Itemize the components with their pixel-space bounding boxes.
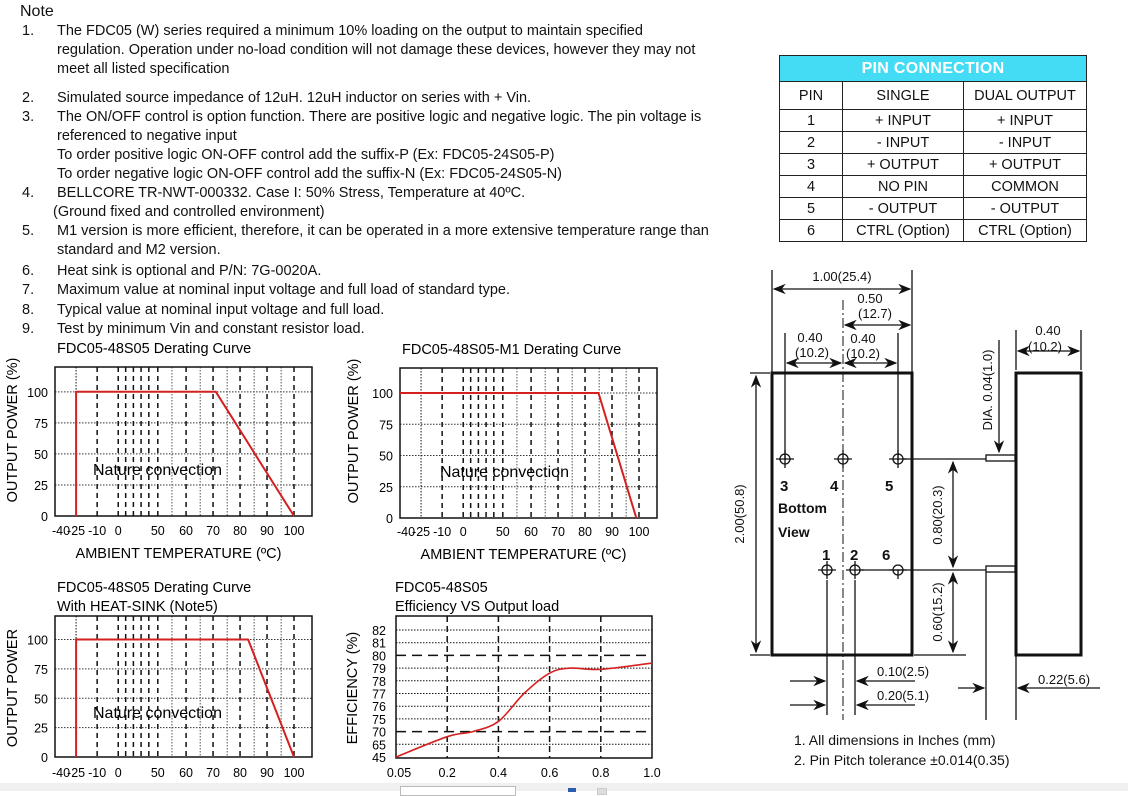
x-axis-label: AMBIENT TEMPERATURE (ºC) bbox=[420, 547, 627, 563]
y-axis-label: EFFICIENCY (%) bbox=[345, 631, 361, 745]
pin-row bbox=[780, 110, 1087, 132]
dim-width-label: 1.00(25.4) bbox=[812, 269, 872, 284]
x-tick-label: 0.4 bbox=[489, 766, 508, 780]
pin-number: 1 bbox=[780, 110, 843, 132]
chart-title: FDC05-48S05 Derating Curve bbox=[57, 580, 252, 596]
x-tick-label: 50 bbox=[495, 525, 510, 539]
dual-function: COMMON bbox=[964, 176, 1087, 198]
note-line: (Ground fixed and controlled environment) bbox=[53, 204, 325, 220]
dual-function: + OUTPUT bbox=[964, 154, 1087, 176]
note-number: 7. bbox=[22, 282, 35, 298]
x-tick-label: 0 bbox=[114, 766, 122, 780]
y-axis-label: OUTPUT POWER (%) bbox=[346, 358, 362, 504]
y-tick-label: 45 bbox=[372, 751, 386, 765]
toolbar-checkbox[interactable] bbox=[597, 788, 607, 795]
note-line: To order negative logic ON-OFF control add the suffix-N (Ex: FDC05-24S05-N) bbox=[57, 166, 563, 182]
x-tick-label: -25 bbox=[67, 766, 86, 780]
y-tick-label: 100 bbox=[27, 633, 48, 648]
y-tick-label: 75 bbox=[372, 712, 386, 727]
y-tick-label: 0 bbox=[41, 751, 48, 765]
y-tick-label: 70 bbox=[372, 725, 386, 740]
x-tick-label: 90 bbox=[605, 525, 619, 539]
x-tick-label: 80 bbox=[233, 766, 247, 780]
note-line: regulation. Operation under no-load condition will not damage these devices, however they may not bbox=[57, 42, 696, 58]
x-axis-label: AMBIENT TEMPERATURE (ºC) bbox=[75, 546, 282, 562]
note-number: 6. bbox=[22, 263, 35, 279]
pin-row bbox=[780, 132, 1087, 154]
x-tick-label: -40 bbox=[51, 766, 71, 780]
chart-title: FDC05-48S05 bbox=[395, 580, 488, 596]
note-line: meet all listed specification bbox=[57, 61, 230, 77]
x-tick-label: 90 bbox=[260, 766, 274, 780]
single-col-header: SINGLE bbox=[843, 82, 964, 110]
dim-half-label-a: 0.50 bbox=[857, 291, 883, 306]
note-number: 4. bbox=[22, 185, 35, 201]
single-function: + INPUT bbox=[843, 110, 964, 132]
dim-height-label: 2.00(50.8) bbox=[732, 484, 747, 544]
y-tick-label: 82 bbox=[372, 624, 386, 638]
y-tick-label: 76 bbox=[372, 700, 386, 715]
x-tick-label: 0 bbox=[459, 525, 467, 539]
y-tick-label: 0 bbox=[386, 512, 393, 526]
pin-label-3: 3 bbox=[780, 478, 789, 495]
dim-side-width-label-a: 0.40 bbox=[1035, 323, 1061, 338]
dim-right-label-a: 0.40 bbox=[850, 331, 876, 346]
note-line: BELLCORE TR-NWT-000332. Case I: 50% Stress, Temperature at 40ºC. bbox=[57, 185, 526, 201]
note-line: referenced to negative input bbox=[57, 128, 237, 144]
y-tick-label: 75 bbox=[379, 418, 393, 433]
plot-frame bbox=[396, 616, 652, 758]
note-number: 3. bbox=[22, 109, 35, 125]
dual-function: + INPUT bbox=[964, 110, 1087, 132]
note-line: Test by minimum Vin and constant resistor load. bbox=[57, 321, 365, 337]
note-line: Simulated source impedance of 12uH. 12uH inductor on series with + Vin. bbox=[57, 90, 532, 106]
y-tick-label: 100 bbox=[27, 385, 48, 400]
x-tick-label: 0.2 bbox=[438, 766, 456, 780]
dim-pin-row-label: 0.80(20.3) bbox=[930, 485, 945, 545]
efficiency-curve bbox=[396, 663, 652, 757]
chart-title: FDC05-48S05 Derating Curve bbox=[57, 341, 252, 357]
y-tick-label: 100 bbox=[372, 387, 393, 401]
toolbar-input[interactable] bbox=[400, 786, 516, 796]
note-number: 2. bbox=[22, 90, 35, 106]
x-tick-label: 80 bbox=[233, 524, 247, 538]
single-function: - OUTPUT bbox=[843, 198, 964, 220]
x-tick-label: 60 bbox=[179, 766, 194, 780]
x-tick-label: 0 bbox=[114, 524, 122, 538]
y-tick-label: 77 bbox=[372, 687, 386, 702]
x-tick-label: 100 bbox=[628, 525, 650, 539]
pin-label-5: 5 bbox=[885, 478, 894, 495]
note-line: Typical value at nominal input voltage and full load. bbox=[57, 302, 385, 318]
pin-col-header: PIN bbox=[780, 82, 843, 110]
note-line: Maximum value at nominal input voltage and full load of standard type. bbox=[57, 282, 510, 298]
y-tick-label: 79 bbox=[372, 662, 386, 677]
pin-number: 6 bbox=[780, 220, 843, 242]
chart-subtitle: Efficiency VS Output load bbox=[395, 599, 560, 615]
view-label: View bbox=[778, 524, 810, 540]
pin-table-title: PIN CONNECTION bbox=[780, 56, 1087, 82]
note-number: 8. bbox=[22, 302, 35, 318]
note-number: 5. bbox=[22, 223, 35, 239]
pin-label-4: 4 bbox=[830, 478, 839, 495]
single-function: - INPUT bbox=[843, 132, 964, 154]
x-tick-label: -40 bbox=[396, 525, 416, 539]
pin-number: 2 bbox=[780, 132, 843, 154]
dim-pitch-label-a: 0.10(2.5) bbox=[877, 664, 930, 679]
x-tick-label: 70 bbox=[206, 766, 221, 780]
dual-function: - OUTPUT bbox=[964, 198, 1087, 220]
x-tick-label: 60 bbox=[524, 525, 539, 539]
pin-row bbox=[780, 154, 1087, 176]
dual-col-header: DUAL OUTPUT bbox=[964, 82, 1087, 110]
dim-pin-length-label: 0.22(5.6) bbox=[1038, 672, 1091, 687]
derating-chart-m1 bbox=[346, 342, 657, 563]
pin-number: 3 bbox=[780, 154, 843, 176]
x-tick-label: 1.0 bbox=[643, 766, 661, 780]
pin-number: 4 bbox=[780, 176, 843, 198]
note-number: 1. bbox=[22, 23, 35, 39]
dual-function: CTRL (Option) bbox=[964, 220, 1087, 242]
single-function: + OUTPUT bbox=[843, 154, 964, 176]
y-tick-label: 65 bbox=[372, 738, 386, 753]
note-number: 9. bbox=[22, 321, 35, 337]
y-tick-label: 75 bbox=[34, 416, 48, 431]
note-line: The ON/OFF control is option function. There are positive logic and negative logic. The pin voltage is bbox=[57, 109, 702, 125]
chart-annotation: Nature convection bbox=[93, 705, 222, 722]
plot-frame bbox=[400, 368, 657, 518]
x-tick-label: 50 bbox=[150, 766, 165, 780]
pin-row bbox=[780, 176, 1087, 198]
y-tick-label: 0 bbox=[41, 510, 48, 524]
y-tick-label: 25 bbox=[379, 480, 393, 495]
plot-frame bbox=[55, 367, 312, 516]
note-line: standard and M2 version. bbox=[57, 242, 221, 258]
y-tick-label: 50 bbox=[34, 447, 48, 462]
y-tick-label: 25 bbox=[34, 721, 48, 736]
dim-pitch-label-b: 0.20(5.1) bbox=[877, 688, 930, 703]
x-tick-label: -25 bbox=[412, 525, 431, 539]
plot-frame bbox=[55, 616, 312, 757]
x-tick-label: -10 bbox=[88, 524, 107, 538]
x-tick-label: 80 bbox=[578, 525, 592, 539]
footnote-pin-pitch: 2. Pin Pitch tolerance ±0.014(0.35) bbox=[794, 752, 1010, 768]
x-tick-label: 70 bbox=[551, 525, 566, 539]
x-tick-label: 60 bbox=[179, 524, 194, 538]
dual-function: - INPUT bbox=[964, 132, 1087, 154]
pin-label-1: 1 bbox=[822, 547, 831, 564]
chart-subtitle: With HEAT-SINK (Note5) bbox=[57, 599, 218, 615]
single-function: NO PIN bbox=[843, 176, 964, 198]
x-tick-label: 100 bbox=[283, 524, 305, 538]
pin-label-6: 6 bbox=[882, 547, 891, 564]
dim-bottom-label: 0.60(15.2) bbox=[930, 582, 945, 642]
y-tick-label: 50 bbox=[34, 692, 48, 707]
x-tick-label: 90 bbox=[260, 524, 274, 538]
toolbar-button[interactable] bbox=[568, 788, 576, 792]
efficiency-chart bbox=[345, 580, 661, 780]
y-axis-label: OUTPUT POWER (%) bbox=[5, 357, 21, 503]
dim-pin-dia-label: DIA. 0.04(1.0) bbox=[980, 349, 995, 431]
y-tick-label: 25 bbox=[34, 478, 48, 493]
dim-right-label-b: (10.2) bbox=[846, 346, 880, 361]
note-line: M1 version is more efficient, therefore, it can be operated in a more extensive temperature range than bbox=[57, 223, 709, 239]
derating-chart-heatsink bbox=[5, 580, 312, 780]
note-line: The FDC05 (W) series required a minimum 10% loading on the output to maintain specified bbox=[57, 23, 643, 39]
y-tick-label: 81 bbox=[372, 636, 386, 651]
x-tick-label: 70 bbox=[206, 524, 221, 538]
x-tick-label: -40 bbox=[51, 524, 71, 538]
note-line: Heat sink is optional and P/N: 7G-0020A. bbox=[57, 263, 322, 279]
bottom-view-label: Bottom bbox=[778, 500, 827, 516]
dim-half-label-b: (12.7) bbox=[858, 306, 892, 321]
derating-chart-standard bbox=[5, 341, 312, 562]
pin-row bbox=[780, 198, 1087, 220]
x-tick-label: 100 bbox=[283, 766, 305, 780]
dim-side-width-label-b: (10.2) bbox=[1028, 339, 1062, 354]
chart-annotation: Nature convection bbox=[440, 464, 569, 481]
note-line: To order positive logic ON-OFF control add the suffix-P (Ex: FDC05-24S05-P) bbox=[57, 147, 555, 163]
x-tick-label: 50 bbox=[150, 524, 165, 538]
pin-number: 5 bbox=[780, 198, 843, 220]
y-tick-label: 78 bbox=[372, 674, 386, 689]
y-tick-label: 75 bbox=[34, 662, 48, 677]
pin-connection-table bbox=[779, 55, 1087, 242]
dim-left-label-b: (10.2) bbox=[795, 345, 829, 360]
y-tick-label: 80 bbox=[372, 649, 386, 664]
x-tick-label: -10 bbox=[88, 766, 107, 780]
y-tick-label: 50 bbox=[379, 449, 393, 464]
dim-left-label-a: 0.40 bbox=[797, 330, 823, 345]
mechanical-drawing bbox=[730, 260, 1128, 783]
pin-row bbox=[780, 220, 1087, 242]
module-body-side-view bbox=[1016, 373, 1081, 655]
x-tick-label: 0.8 bbox=[592, 766, 610, 780]
x-tick-label: -25 bbox=[67, 524, 86, 538]
x-tick-label: -10 bbox=[433, 525, 452, 539]
notes-title: Note bbox=[20, 3, 54, 20]
y-axis-label: OUTPUT POWER bbox=[5, 628, 21, 748]
x-tick-label: 0.05 bbox=[386, 766, 412, 780]
single-function: CTRL (Option) bbox=[843, 220, 964, 242]
pin-label-2: 2 bbox=[850, 547, 859, 564]
footnote-dimensions: 1. All dimensions in Inches (mm) bbox=[794, 732, 996, 748]
x-tick-label: 0.6 bbox=[540, 766, 559, 780]
chart-title: FDC05-48S05-M1 Derating Curve bbox=[402, 342, 622, 358]
chart-annotation: Nature convection bbox=[93, 462, 222, 479]
bottom-toolbar bbox=[0, 783, 1128, 791]
